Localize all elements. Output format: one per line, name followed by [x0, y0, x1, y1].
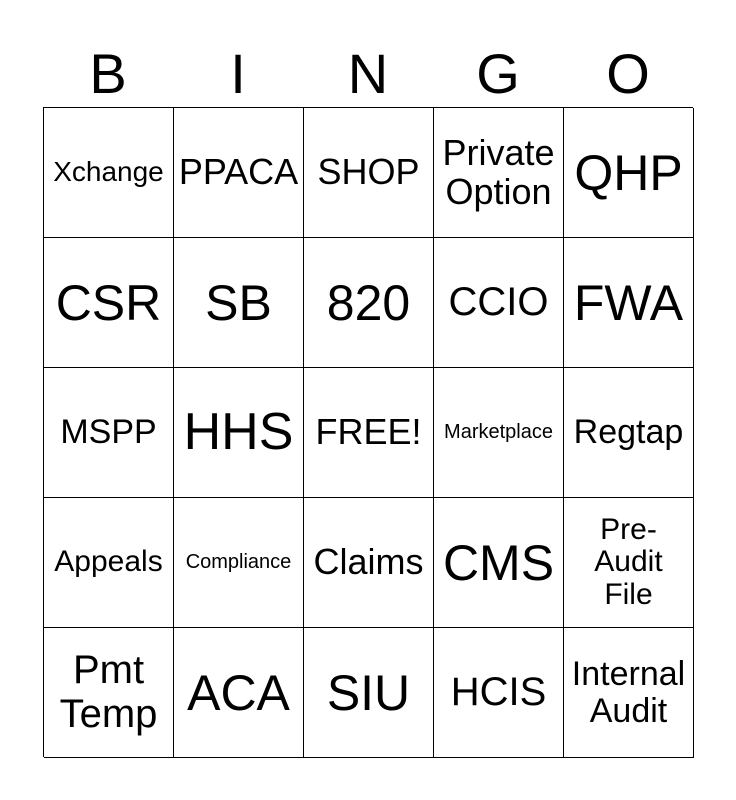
cell-label: SHOP [317, 151, 420, 193]
header-letter-n: N [347, 42, 389, 105]
bingo-cell[interactable] [434, 628, 564, 758]
bingo-cell[interactable] [174, 108, 304, 238]
cell-label: Claims [313, 541, 424, 583]
bingo-cell[interactable] [434, 238, 564, 368]
header-letter-i: I [230, 42, 246, 105]
cell-label: Private Option [442, 131, 555, 212]
cell-label: CSR [55, 274, 162, 331]
cell-label: Internal Audit [571, 654, 686, 730]
bingo-cell[interactable] [44, 368, 174, 498]
cell-label: Regtap [573, 413, 684, 452]
bingo-cell[interactable] [174, 498, 304, 628]
bingo-cell[interactable] [44, 238, 174, 368]
bingo-cell[interactable] [564, 368, 694, 498]
cell-label: CCIO [448, 279, 549, 324]
bingo-header [43, 40, 693, 108]
bingo-cell[interactable] [44, 498, 174, 628]
bingo-cell[interactable] [304, 238, 434, 368]
cell-label: QHP [574, 144, 683, 201]
cell-label: SB [205, 274, 272, 331]
cell-label: Compliance [185, 550, 292, 573]
bingo-cell[interactable] [44, 108, 174, 238]
header-letter-o: O [606, 42, 650, 105]
cell-label: FWA [573, 274, 684, 331]
free-space-label: FREE! [315, 411, 422, 453]
bingo-cell[interactable] [304, 498, 434, 628]
cell-label: Xchange [53, 156, 164, 188]
header-letter-b: B [89, 42, 127, 105]
bingo-cell[interactable] [304, 628, 434, 758]
bingo-cell[interactable] [44, 628, 174, 758]
cell-label: Pre- Audit File [594, 512, 663, 611]
cell-label: HCIS [450, 669, 547, 714]
bingo-cell[interactable] [174, 368, 304, 498]
cell-label: CMS [442, 534, 555, 591]
free-space-cell[interactable] [304, 368, 434, 498]
bingo-cell[interactable] [564, 628, 694, 758]
header-letter-g: G [476, 42, 520, 105]
bingo-cell[interactable] [434, 108, 564, 238]
cell-label: HHS [183, 403, 294, 462]
cell-label: ACA [187, 664, 290, 721]
cell-label: Marketplace [444, 420, 553, 443]
bingo-cell[interactable] [174, 238, 304, 368]
bingo-cell[interactable] [174, 628, 304, 758]
bingo-cell[interactable] [434, 498, 564, 628]
bingo-cell[interactable] [564, 238, 694, 368]
cell-label: Appeals [54, 545, 163, 579]
cell-label: Pmt Temp [59, 648, 158, 736]
bingo-cell[interactable] [564, 498, 694, 628]
bingo-cell[interactable] [304, 108, 434, 238]
cell-label: SIU [326, 664, 411, 721]
bingo-cell[interactable] [564, 108, 694, 238]
cell-label: 820 [326, 274, 411, 331]
bingo-cell[interactable] [434, 368, 564, 498]
cell-label: MSPP [60, 413, 157, 452]
cell-label: PPACA [178, 151, 299, 193]
bingo-board [43, 107, 693, 757]
